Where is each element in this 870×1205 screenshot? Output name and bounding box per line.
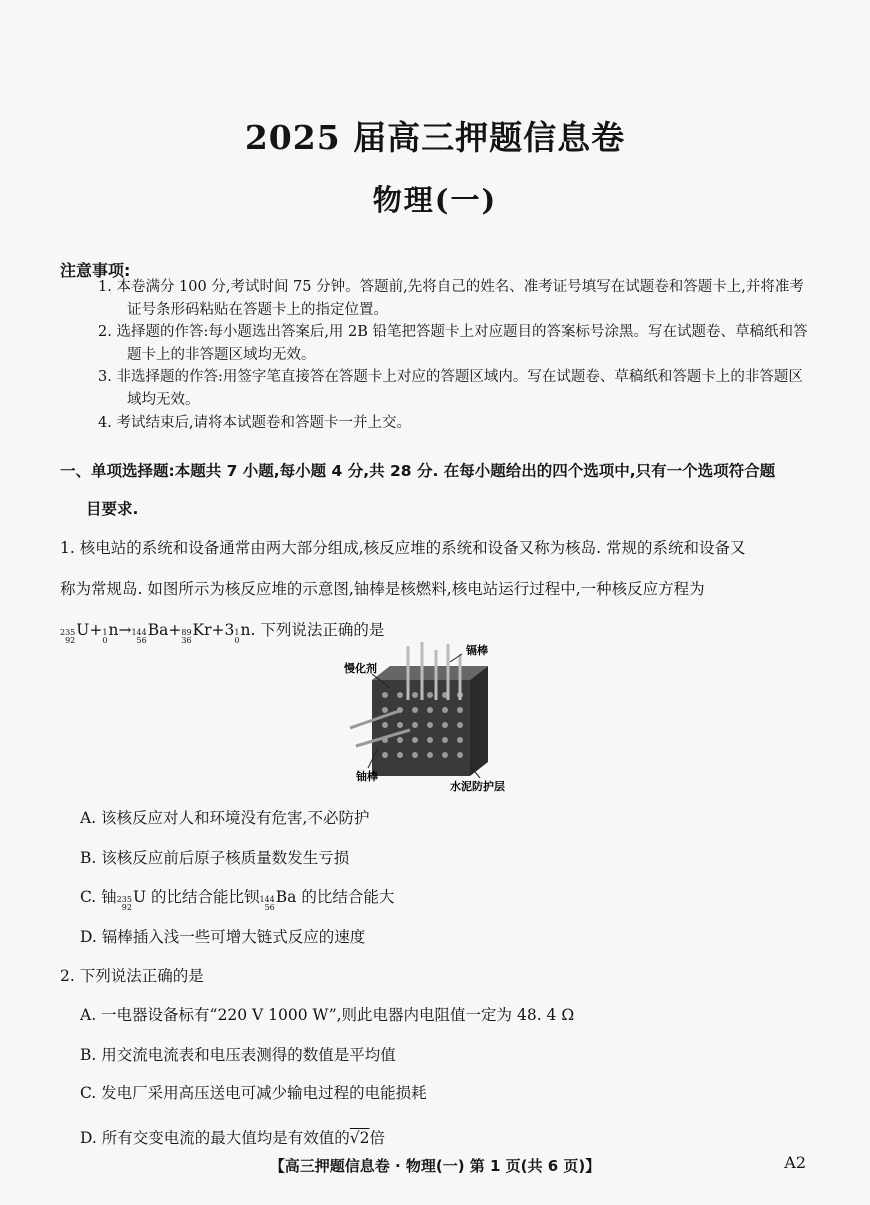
q1-option-a: A. 该核反应对人和环境没有危害,不必防护 bbox=[80, 809, 370, 827]
ba-nuclide-numbers: 144 56 bbox=[131, 628, 147, 645]
label-uranium-rod: 铀棒 bbox=[356, 770, 378, 783]
section-heading bbox=[60, 452, 810, 528]
q2-option-d: D. 所有交变电流的最大值均是有效值的√2倍 bbox=[80, 1129, 385, 1147]
q1-equation: 235 92 U+ 1 0 n→ 144 56 Ba+ 89 36 Kr+3 1 0 n. 下列说法正确的是 bbox=[60, 621, 385, 645]
n2-nuclide-numbers: 1 0 bbox=[234, 628, 240, 645]
question-2-stem: 2. 下列说法正确的是 bbox=[60, 967, 204, 985]
q1-stem-line: 称为常规岛. 如图所示为核反应堆的示意图,铀棒是核燃料,核电站运行过程中,一种核反应方程为 bbox=[60, 580, 705, 598]
note-item: 3. 非选择题的作答:用签字笔直接答在答题卡上对应的答题区域内。写在试题卷、草稿纸和答题卡上的非答题区域均无效。 bbox=[98, 369, 803, 408]
q2-option-b: B. 用交流电流表和电压表测得的数值是平均值 bbox=[80, 1046, 396, 1064]
n-nuclide-numbers: 1 0 bbox=[102, 628, 108, 645]
notes-list bbox=[98, 276, 808, 434]
label-cadmium-rod: 镉棒 bbox=[466, 644, 488, 657]
note-item: 4. 考试结束后,请将本试题卷和答题卡一并上交。 bbox=[98, 414, 412, 431]
page-title: 2025 届高三押题信息卷 bbox=[244, 118, 626, 157]
question-1 bbox=[60, 528, 810, 651]
ba-nuclide-numbers: 144 56 bbox=[259, 895, 275, 912]
q1-stem-line: 1. 核电站的系统和设备通常由两大部分组成,核反应堆的系统和设备又称为核岛. 常规的系统和设备又 bbox=[60, 539, 746, 557]
reactor-top-face bbox=[372, 666, 488, 680]
paper-code: A2 bbox=[784, 1153, 806, 1172]
reactor-figure bbox=[330, 640, 530, 800]
section-line: 目要求. bbox=[86, 500, 139, 518]
u-nuclide-numbers: 235 92 bbox=[116, 895, 132, 912]
notes-heading: 注意事项: bbox=[60, 261, 131, 280]
q2-option-c: C. 发电厂采用高压送电可减少输电过程的电能损耗 bbox=[80, 1084, 427, 1102]
reactor-side-face bbox=[470, 666, 488, 776]
reactor-diagram bbox=[330, 640, 530, 800]
q1-option-d: D. 镉棒插入浅一些可增大链式反应的速度 bbox=[80, 928, 366, 946]
note-item: 2. 选择题的作答:每小题选出答案后,用 2B 铅笔把答题卡上对应题目的答案标号涂黑。写在试题卷、草稿纸和答题卡上的非答题区域均无效。 bbox=[98, 324, 808, 363]
note-item: 1. 本卷满分 100 分,考试时间 75 分钟。答题前,先将自己的姓名、准考证号填写在试题卷和答题卡上,并将准考证号条形码粘贴在答题卡上的指定位置。 bbox=[98, 279, 804, 318]
section-line: 一、单项选择题:本题共 7 小题,每小题 4 分,共 28 分. 在每小题给出的四个选项中,只有一个选项符合题 bbox=[60, 462, 776, 480]
q1-option-b: B. 该核反应前后原子核质量数发生亏损 bbox=[80, 849, 350, 867]
label-moderator: 慢化剂 bbox=[344, 662, 377, 675]
kr-nuclide-numbers: 89 36 bbox=[181, 628, 192, 645]
page-footer: 【高三押题信息卷 · 物理(一) 第 1 页(共 6 页)】 bbox=[269, 1157, 601, 1175]
page-subtitle: 物理(一) bbox=[372, 183, 498, 217]
q2-option-a: A. 一电器设备标有“220 V 1000 W”,则此电器内电阻值一定为 48. 4 Ω bbox=[80, 1006, 575, 1024]
label-concrete-shield: 水泥防护层 bbox=[450, 780, 505, 793]
q1-option-c: C. 铀 235 92 U 的比结合能比钡 144 56 Ba 的比结合能大 bbox=[80, 888, 395, 912]
u-nuclide-numbers: 235 92 bbox=[60, 628, 76, 645]
sqrt-two: √2 bbox=[349, 1129, 370, 1147]
